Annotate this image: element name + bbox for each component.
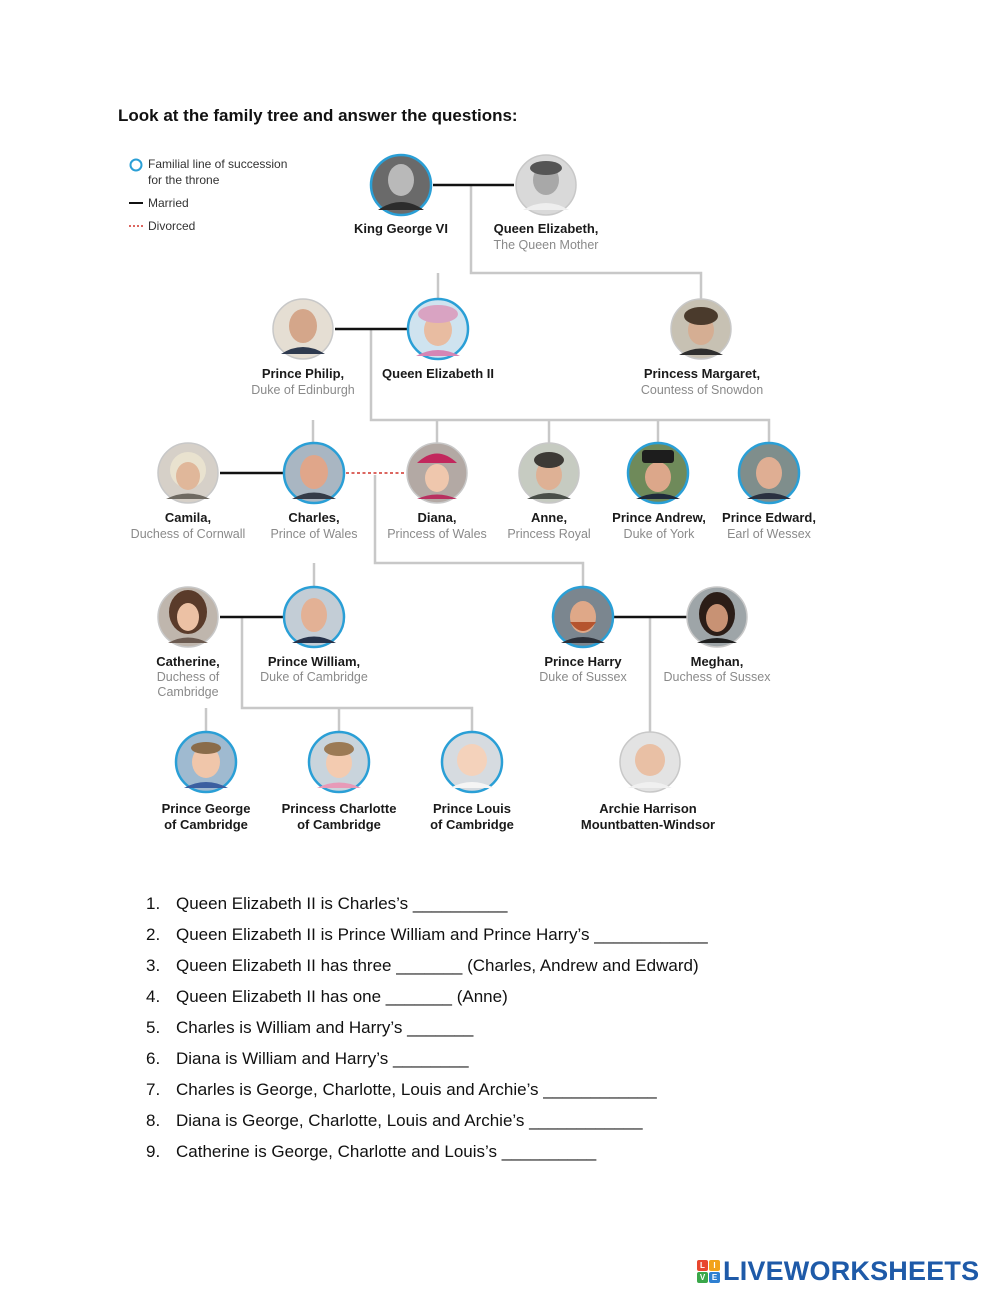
portrait-harry [553,587,613,647]
portrait-meghan [687,587,747,647]
portrait-diana [407,443,467,503]
name-catherine: Catherine, [156,654,220,669]
name-louis-line2: of Cambridge [430,817,514,832]
portrait-william [284,587,344,647]
portrait-louis [442,732,502,792]
name-andrew: Prince Andrew, [612,510,706,525]
portrait-camila [158,443,218,503]
title-charles: Prince of Wales [270,527,358,541]
title-diana: Princess of Wales [387,527,487,541]
liveworksheets-logo-text: LIVEWORKSHEETS [723,1255,980,1286]
title-anne: Princess Royal [507,527,591,541]
name-camila: Camila, [164,510,212,525]
question-text[interactable]: Diana is William and Harry’s ________ [176,1049,469,1068]
title-queen-mother: The Queen Mother [493,238,599,252]
legend-succession-line2: for the throne [148,173,220,187]
name-king-george-vi: King George VI [354,221,448,236]
legend-succession-line1: Familial line of succession [148,157,288,171]
name-anne: Anne, [530,510,568,525]
liveworksheets-logo[interactable] [697,1256,979,1286]
question-text[interactable]: Queen Elizabeth II has three _______ (Charles, Andrew and Edward) [176,956,699,975]
question-text[interactable]: Queen Elizabeth II has one _______ (Anne) [176,987,508,1006]
question-item: 6. Diana is William and Harry’s ________ [146,1049,469,1068]
name-queen-mother: Queen Elizabeth, [493,221,599,236]
title-meghan: Duchess of Sussex [663,670,771,684]
question-text[interactable]: Queen Elizabeth II is Prince William and Prince Harry’s ____________ [176,925,708,944]
name-archie-line2: Mountbatten-Windsor [580,817,716,832]
legend-married: Married [148,196,189,210]
succession-legend-icon [131,160,142,171]
portrait-charles [284,443,344,503]
name-george-line2: of Cambridge [164,817,248,832]
portrait-george [176,732,236,792]
portrait-king-george-vi [371,155,431,215]
name-edward: Prince Edward, [722,510,816,525]
question-item: 2. Queen Elizabeth II is Prince William and Prince Harry’s ____________ [146,925,708,944]
title-william: Duke of Cambridge [260,670,368,684]
title-prince-philip: Duke of Edinburgh [251,383,355,397]
name-queen-elizabeth-ii: Queen Elizabeth II [382,366,494,381]
title-catherine-line2: Cambridge [157,685,219,699]
name-charlotte-line2: of Cambridge [297,817,381,832]
name-diana: Diana, [417,510,457,525]
title-catherine-line1: Duchess of [156,670,220,684]
portrait-prince-philip [273,299,333,359]
portrait-queen-mother [516,155,576,215]
question-item: 4. Queen Elizabeth II has one _______ (Anne) [146,987,508,1006]
question-text[interactable]: Charles is George, Charlotte, Louis and Archie’s ____________ [176,1080,657,1099]
question-item: 7. Charles is George, Charlotte, Louis and Archie’s ____________ [146,1080,657,1099]
portrait-charlotte [309,732,369,792]
portrait-princess-margaret [671,299,731,359]
name-charlotte-line1: Princess Charlotte [281,801,397,816]
legend [129,157,287,233]
portrait-catherine [158,587,218,647]
title-camila: Duchess of Cornwall [130,527,246,541]
question-text[interactable]: Queen Elizabeth II is Charles’s __________ [176,894,508,913]
title-princess-margaret: Countess of Snowdon [640,383,764,397]
question-text[interactable]: Catherine is George, Charlotte and Louis’s __________ [176,1142,597,1161]
title-edward: Earl of Wessex [727,527,811,541]
portrait-andrew [628,443,688,503]
married-lines [220,185,688,617]
name-archie-line1: Archie Harrison [599,801,697,816]
question-item: 9. Catherine is George, Charlotte and Louis’s __________ [146,1142,597,1161]
title-harry: Duke of Sussex [539,670,627,684]
name-george-line1: Prince George [161,801,251,816]
name-prince-philip: Prince Philip, [261,366,345,381]
question-list [146,893,708,1172]
name-harry: Prince Harry [544,654,622,669]
question-item: 1. Queen Elizabeth II is Charles’s __________ [146,894,508,913]
question-text[interactable]: Charles is William and Harry’s _______ [176,1018,474,1037]
name-william: Prince William, [267,654,361,669]
name-meghan: Meghan, [690,654,744,669]
legend-divorced: Divorced [148,219,196,233]
liveworksheets-logo-icon: L I V E [697,1260,720,1283]
portrait-edward [739,443,799,503]
question-item: 3. Queen Elizabeth II has three _______ (Charles, Andrew and Edward) [146,956,699,975]
question-item: 8. Diana is George, Charlotte, Louis and Archie’s ____________ [146,1111,643,1130]
name-louis-line1: Prince Louis [432,801,512,816]
portrait-archie [620,732,680,792]
name-charles: Charles, [288,510,340,525]
question-text[interactable]: Diana is George, Charlotte, Louis and Archie’s ____________ [176,1111,643,1130]
title-andrew: Duke of York [623,527,695,541]
instruction-heading: Look at the family tree and answer the questions: [118,106,518,125]
portrait-queen-elizabeth-ii [408,299,468,359]
portrait-anne [519,443,579,503]
name-princess-margaret: Princess Margaret, [643,366,761,381]
question-item: 5. Charles is William and Harry’s _______ [146,1018,474,1037]
